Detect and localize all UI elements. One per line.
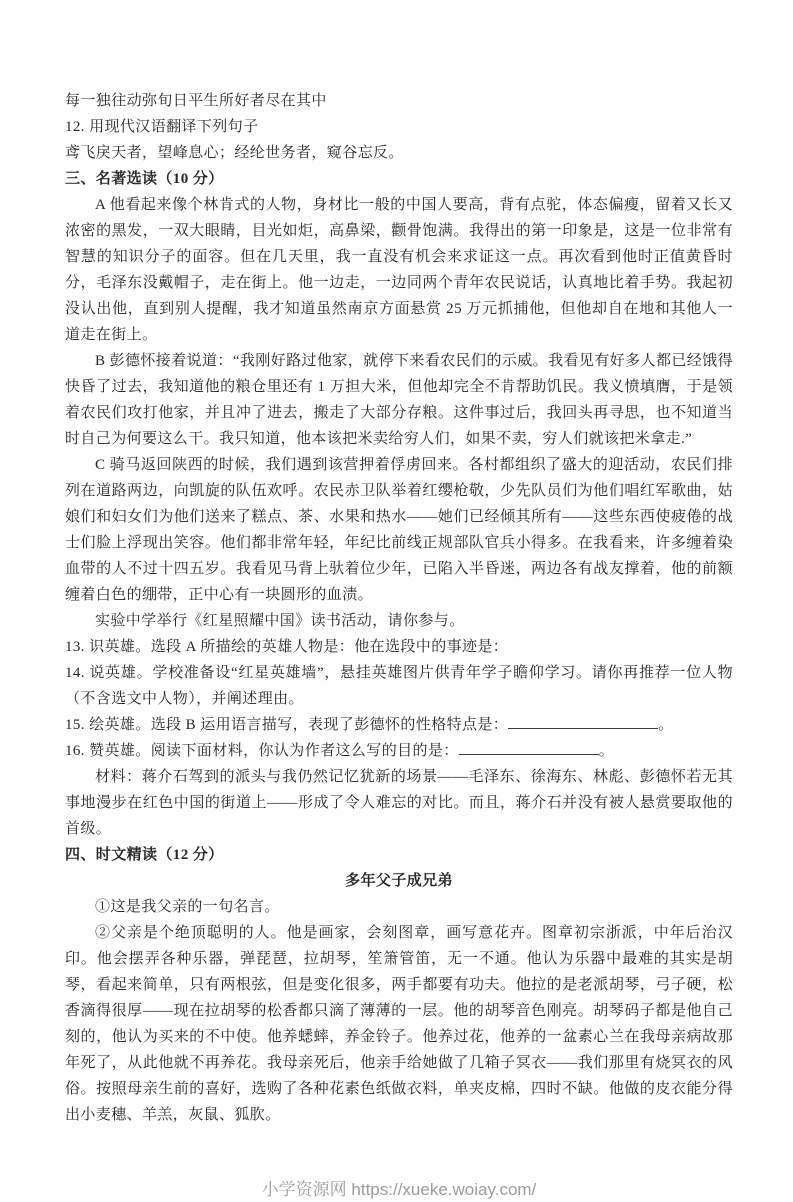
question-15-text: 15. 绘英雄。选段 B 运用语言描写，表现了彭德怀的性格特点是： [65,717,509,733]
question-14: 14. 说英雄。学校准备设“红星英雄墙”，悬挂英雄图片供青年学子瞻仰学习。请你再推荐一位人物（不含选文中人物），并阐述理由。 [65,665,733,707]
excerpt-b: B 彭德怀接着说道：“我刚好路过他家，就停下来看农民们的示威。我看见有好多人都已经饿得快昏了过去，我知道他的粮仓里还有 1 万担大米，但他却完全不肯帮助饥民。我义愤填膺，于是领着农民们攻打他家，并且冲了进去，搬走了大部分存粮。这件事过后，我回头再寻思，也不知道当时自己为何要这么干。我只知道，他本该把米卖给穷人们，如果不卖，穷人们就该把米拿走.” [65,353,733,447]
section-4-heading: 四、时文精读（12 分） [65,847,224,863]
essay-paragraph-1: ①这是我父亲的一句名言。 [95,899,280,915]
essay-paragraph-2: ②父亲是个绝顶聪明的人。他是画家，会刻图章，画写意花卉。图章初宗浙派，中年后治汉印。他会摆弄各种乐器，弹琵琶，拉胡琴，笙箫管笛，无一不通。他认为乐器中最难的其实是胡琴，看起来简单，只有两根弦，但是变化很多，两手都要有功夫。他拉的是老派胡琴，弓子硬，松香滴得很厚——现在拉胡琴的松香都只滴了薄薄的一层。他的胡琴音色刚亮。胡琴码子都是他自己刻的，他认为买来的不中使。他养蟋蟀，养金铃子。他养过花，他养的一盆素心兰在我母亲病故那年死了，从此他就不再养花。我母亲死后，他亲手给她做了几箱子冥衣——我们那里有烧冥衣的风俗。按照母亲生前的喜好，选购了各种花素色纸做衣料，单夹皮棉，四时不缺。他做的皮衣能分得出小麦穗、羊羔，灰鼠、狐肷。 [65,925,733,1123]
activity-intro: 实验中学举行《红星照耀中国》读书活动，请你参与。 [95,613,465,629]
question-15-period: 。 [658,717,674,733]
watermark-footer: 小学资源网 https://xueke.woiay.com/ [261,1180,537,1199]
translation-sentence: 鸢飞戾天者，望峰息心；经纶世务者，窥谷忘反。 [65,145,404,161]
answer-blank-16 [459,740,599,755]
essay-title: 多年父子成兄弟 [345,873,453,889]
question-16 [65,738,733,764]
answer-blank-15 [508,714,658,729]
section-3-heading: 三、名著选读（10 分） [65,171,224,187]
question-16-text: 16. 赞英雄。阅读下面材料，你认为作者这么写的目的是： [65,743,459,759]
poem-line: 每一独往动弥旬日平生所好者尽在其中 [65,93,327,109]
question-16-period: 。 [598,743,615,759]
excerpt-c: C 骑马返回陕西的时候，我们遇到该营押着俘虏回来。各村都组织了盛大的迎活动，农民们排列在道路两边，向凯旋的队伍欢呼。农民赤卫队举着红缨枪敬，少先队员们为他们唱红军歌曲，姑娘们和妇女们为他们送来了糕点、茶、水果和热水——她们已经倾其所有——这些东西使疲倦的战士们脸上浮现出笑容。他们都非常年轻，年纪比前线正规部队官兵小得多。在我看来，许多缠着染血带的人不过十四五岁。我看见马背上驮着位少年，已陷入半昏迷，两边各有战友撑着，他的前额缠着白色的绷带，正中心有一块圆形的血渍。 [65,457,733,603]
excerpt-a: A 他看起来像个林肯式的人物，身材比一般的中国人要高，背有点驼，体态偏瘦，留着又长又浓密的黑发，一双大眼睛，目光如炬，高鼻梁，颧骨饱满。我得出的第一印象是，这是一位非常有智慧的知识分子的面容。但在几天里，我一直没有机会来求证这一点。再次看到他时正值黄昏时分，毛泽东没戴帽子，走在街上。他一边走，一边同两个青年农民说话，认真地比着手势。我起初没认出他，直到别人提醒，我才知道虽然南京方面悬赏 25 万元抓捕他，但他却自在地和其他人一道走在街上。 [65,197,733,343]
question-15 [65,712,733,738]
material-paragraph: 材料：蒋介石驾到的派头与我仍然记忆犹新的场景——毛泽东、徐海东、林彪、彭德怀若无其事地漫步在红色中国的街道上——形成了令人难忘的对比。而且，蒋介石并没有被人悬赏要取他的首级。 [65,769,733,837]
question-13: 13. 识英雄。选段 A 所描绘的英雄人物是：他在选段中的事迹是： [65,639,509,655]
question-12: 12. 用现代汉语翻译下列句子 [65,119,259,135]
